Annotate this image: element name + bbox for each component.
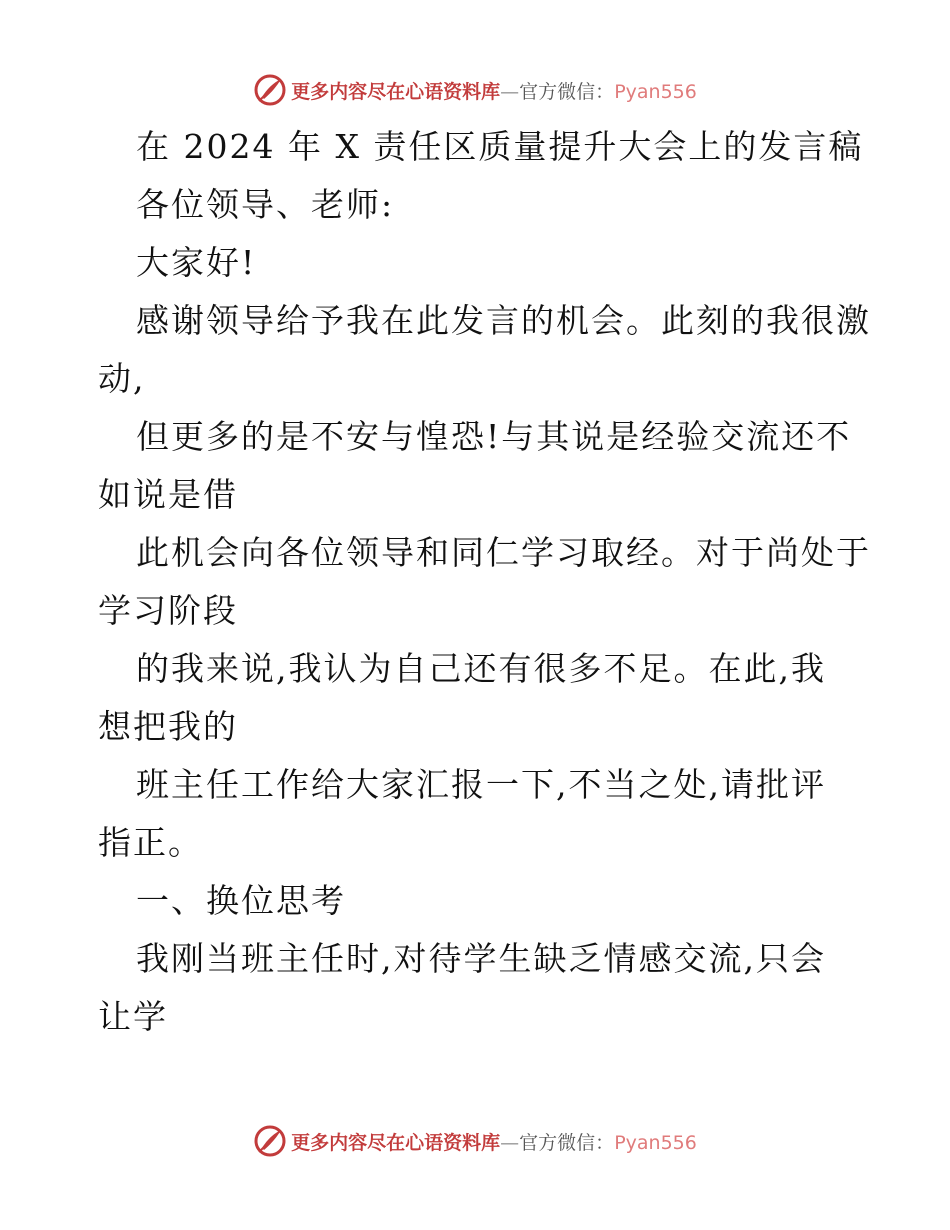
quill-logo-icon	[253, 73, 287, 107]
text-line: 的我来说,我认为自己还有很多不足。在此,我	[136, 649, 826, 688]
footer-banner	[0, 1121, 950, 1161]
banner-wechat-id: Pyan556	[614, 1131, 697, 1154]
text-line: 让学	[98, 997, 168, 1036]
banner-text	[291, 1128, 697, 1155]
quill-logo-icon	[253, 1124, 287, 1158]
banner-brand: 更多内容尽在心语资料库	[291, 80, 501, 103]
banner-wechat-label: 官方微信：	[519, 1131, 615, 1154]
text-line: 指正。	[98, 823, 203, 862]
text-line: 学习阶段	[98, 591, 238, 630]
text-line: 想把我的	[98, 707, 238, 746]
banner-wechat-label: 官方微信：	[519, 80, 615, 103]
banner-dash: —	[500, 80, 520, 103]
text-line: 各位领导、老师:	[136, 185, 395, 224]
text-line: 但更多的是不安与惶恐!与其说是经验交流还不	[136, 417, 852, 456]
text-line: 如说是借	[98, 475, 238, 514]
header-banner	[0, 70, 950, 110]
text-line: 班主任工作给大家汇报一下,不当之处,请批评	[136, 765, 826, 804]
banner-text	[291, 77, 697, 104]
text-line: 我刚当班主任时,对待学生缺乏情感交流,只会	[136, 939, 826, 978]
text-line: 动,	[98, 359, 146, 398]
text-line: 一、换位思考	[136, 881, 346, 920]
text-line: 在 2024 年 X 责任区质量提升大会上的发言稿	[136, 127, 864, 166]
banner-dash: —	[500, 1131, 520, 1154]
text-line: 大家好!	[136, 243, 257, 282]
document-body	[98, 118, 871, 1046]
text-line: 感谢领导给予我在此发言的机会。此刻的我很激	[136, 301, 871, 340]
banner-wechat-id: Pyan556	[614, 80, 697, 103]
banner-brand: 更多内容尽在心语资料库	[291, 1131, 501, 1154]
text-line: 此机会向各位领导和同仁学习取经。对于尚处于	[136, 533, 871, 572]
